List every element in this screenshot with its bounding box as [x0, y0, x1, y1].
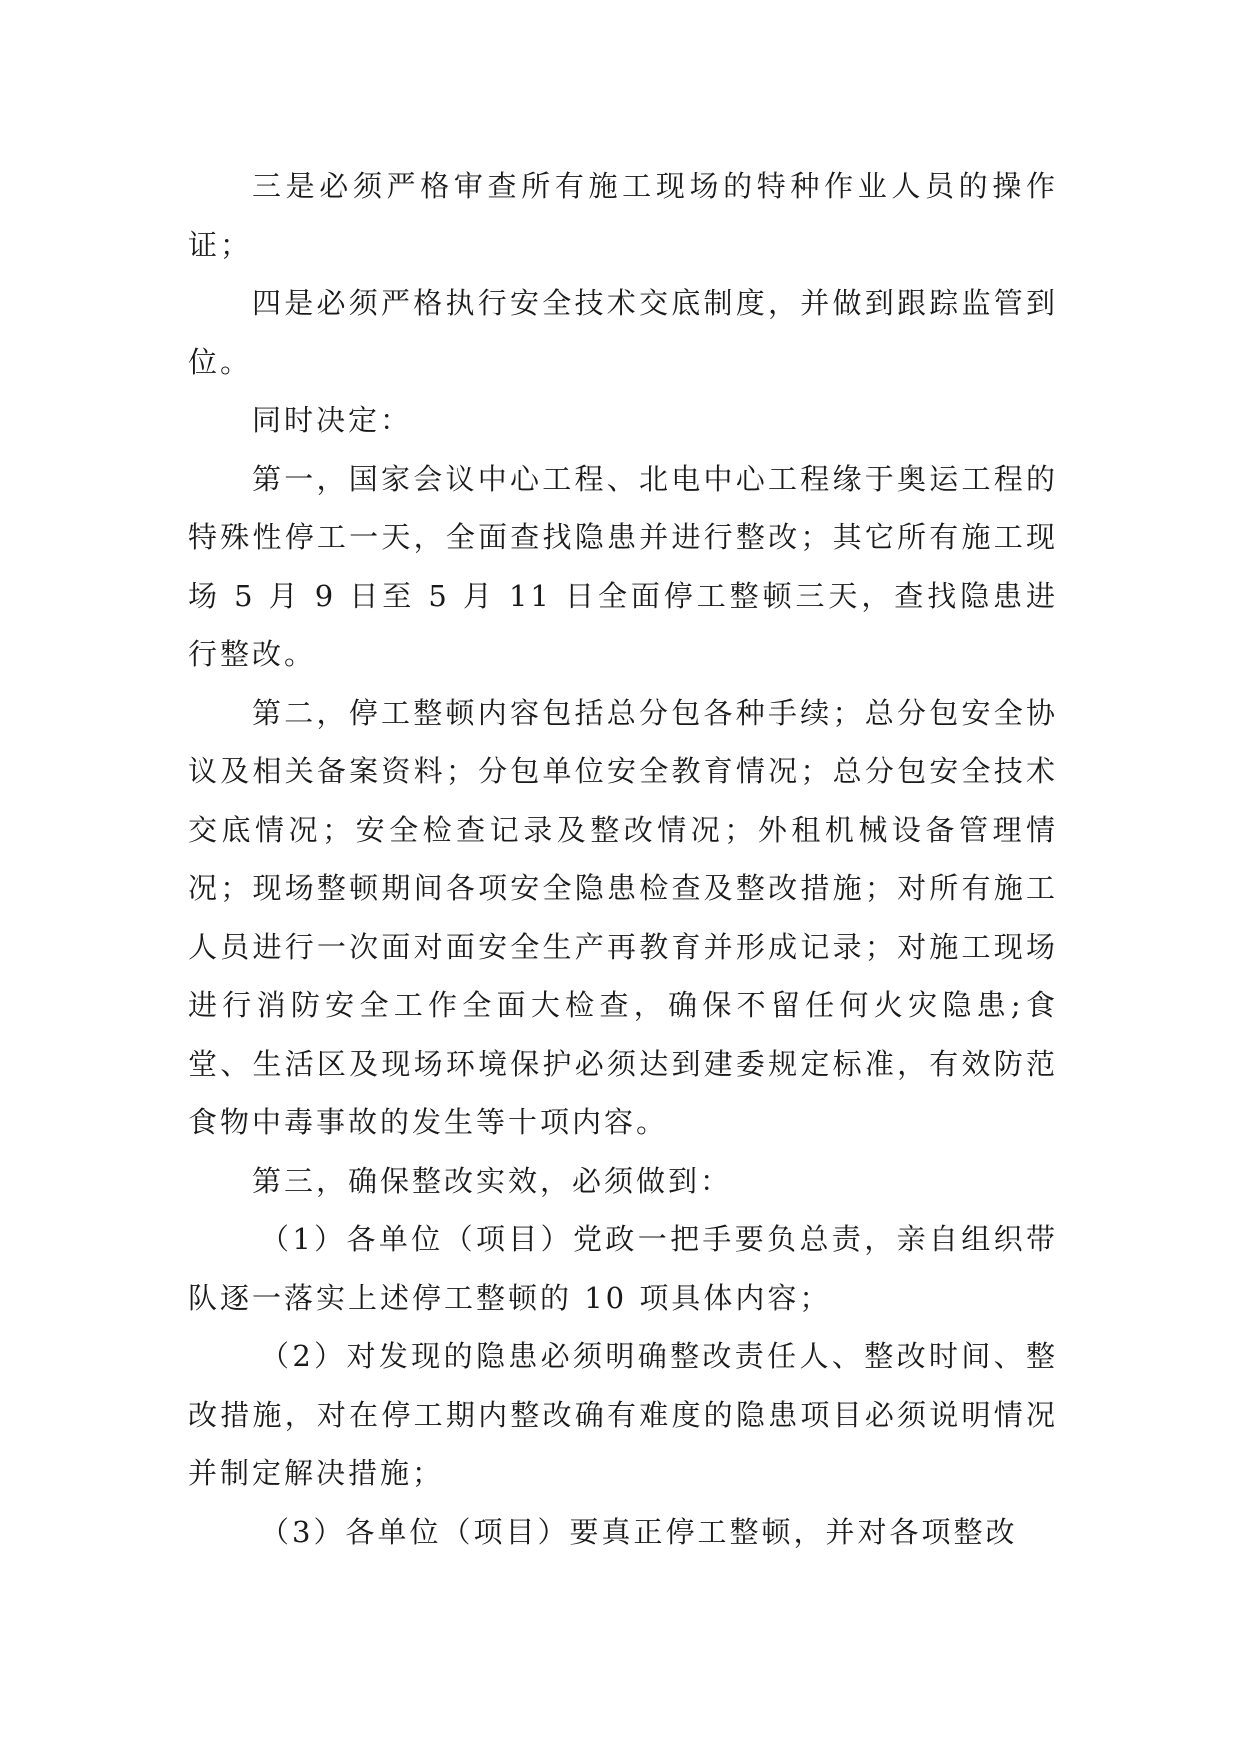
paragraph-second-item: 第二，停工整顿内容包括总分包各种手续；总分包安全协议及相关备案资料；分包单位安全教育情况；总分包安全技术交底情况；安全检查记录及整改情况；外租机械设备管理情况；现场整顿期间各项安全隐患检查及整改措施；对所有施工人员进行一次面对面安全生产再教育并形成记录；对施工现场进行消防安全工作全面大检查，确保不留任何火灾隐患;食堂、生活区及现场环境保护必须达到建委规定标准，有效防范食物中毒事故的发生等十项内容。 [188, 695, 1058, 1139]
document-body [188, 157, 1058, 1561]
paragraph-first-item: 第一，国家会议中心工程、北电中心工程缘于奥运工程的特殊性停工一天，全面查找隐患并进行整改；其它所有施工现场 5 月 9 日至 5 月 11 日全面停工整顿三天，查找隐患进行整改。 [188, 461, 1058, 671]
paragraph-operation-certificate: 三是必须严格审查所有施工现场的特种作业人员的操作证； [188, 169, 1058, 262]
paragraph-third-item: 第三，确保整改实效，必须做到： [252, 1163, 733, 1198]
paragraph-safety-disclosure: 四是必须严格执行安全技术交底制度，并做到跟踪监管到位。 [188, 286, 1058, 379]
paragraph-sub-item-3: （3）各单位（项目）要真正停工整顿，并对各项整改 [260, 1514, 1018, 1549]
paragraph-decision-intro: 同时决定： [252, 403, 413, 437]
paragraph-sub-item-1: （1）各单位（项目）党政一把手要负总责，亲自组织带队逐一落实上述停工整顿的 10 项具体内容； [188, 1222, 1058, 1315]
paragraph-sub-item-2: （2）对发现的隐患必须明确整改责任人、整改时间、整改措施，对在停工期内整改确有难度的隐患项目必须说明情况并制定解决措施； [188, 1339, 1058, 1490]
